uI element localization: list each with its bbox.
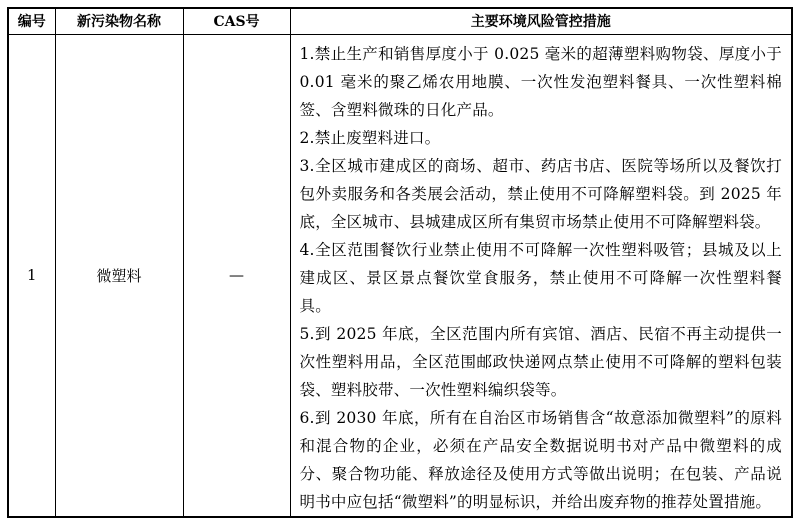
cell-row-number: 1 [8, 34, 55, 517]
measure-item-3: 3.全区城市建成区的商场、超市、药店书店、医院等场所以及餐饮打包外卖服务和各类展会活动，禁止使用不可降解塑料袋。到 2025 年底，全区城市、县城建成区所有集贸市场禁止使用不可降解塑料袋。 [299, 156, 782, 231]
measure-item-6: 6.到 2030 年底，所有在自治区市场销售含“故意添加微塑料”的原料和混合物的企业，必须在产品安全数据说明书对产品中微塑料的成分、聚合物功能、释放途径及使用方式等做出说明；在包装、产品说明书中应包括“微塑料”的明显标识，并给出废弃物的推荐处置措施。 [299, 408, 782, 511]
header-pollutant-name: 新污染物名称 [55, 8, 183, 34]
measure-item-5: 5.到 2025 年底，全区范围内所有宾馆、酒店、民宿不再主动提供一次性塑料用品，全区范围邮政快递网点禁止使用不可降解的塑料包装袋、塑料胶带、一次性塑料编织袋等。 [299, 324, 782, 399]
table-row [8, 34, 792, 517]
measure-item-1: 1.禁止生产和销售厚度小于 0.025 毫米的超薄塑料购物袋、厚度小于 0.01 毫米的聚乙烯农用地膜、一次性发泡塑料餐具、一次性塑料棉签、含塑料微珠的日化产品。 [299, 44, 782, 119]
cell-pollutant-name: 微塑料 [55, 34, 183, 517]
header-cas-number: CAS号 [183, 8, 290, 34]
cell-measures [290, 34, 792, 517]
measure-item-4: 4.全区范围餐饮行业禁止使用不可降解一次性塑料吸管；县城及以上建成区、景区景点餐饮堂食服务，禁止使用不可降解一次性塑料餐具。 [299, 240, 782, 315]
measure-item-2: 2.禁止废塑料进口。 [299, 128, 441, 147]
pollutant-measures-table [7, 7, 793, 518]
header-measures: 主要环境风险管控措施 [290, 8, 792, 34]
table-header-row [8, 8, 792, 34]
header-id: 编号 [8, 8, 55, 34]
cell-cas-number: — [183, 34, 290, 517]
